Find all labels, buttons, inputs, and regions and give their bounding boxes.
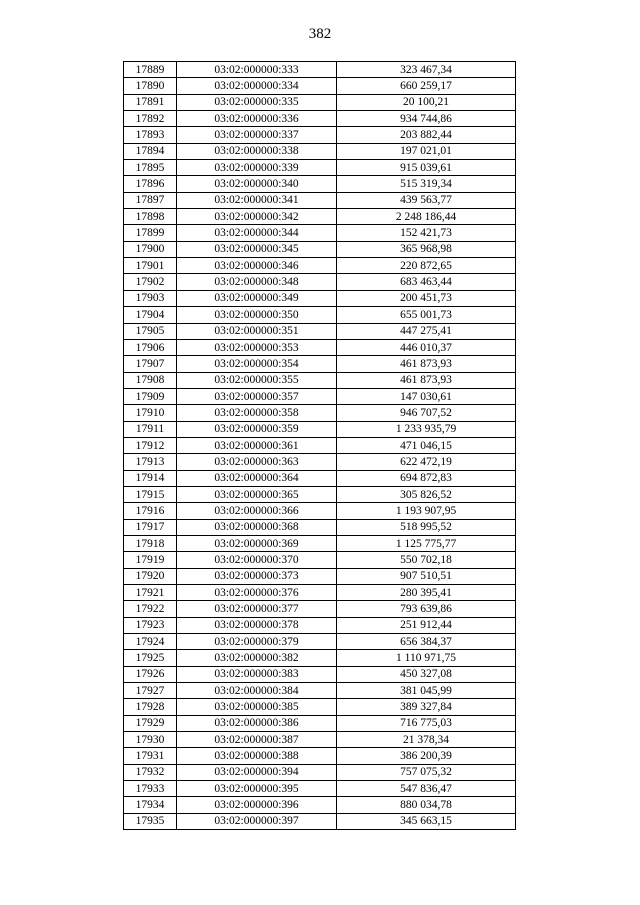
row-number-cell: 17923 [124, 617, 177, 633]
value-cell: 660 259,17 [337, 78, 516, 94]
value-cell: 389 327,84 [337, 699, 516, 715]
table-row [124, 617, 516, 633]
row-number-cell: 17901 [124, 258, 177, 274]
table-row [124, 225, 516, 241]
cadastral-number-cell: 03:02:000000:350 [177, 307, 337, 323]
table-row [124, 372, 516, 388]
table-row [124, 78, 516, 94]
table-row [124, 356, 516, 372]
cadastral-number-cell: 03:02:000000:368 [177, 519, 337, 535]
table-row [124, 470, 516, 486]
table-row [124, 699, 516, 715]
value-cell: 439 563,77 [337, 192, 516, 208]
row-number-cell: 17925 [124, 650, 177, 666]
cadastral-number-cell: 03:02:000000:369 [177, 535, 337, 551]
row-number-cell: 17929 [124, 715, 177, 731]
value-cell: 656 384,37 [337, 634, 516, 650]
cadastral-number-cell: 03:02:000000:387 [177, 732, 337, 748]
value-cell: 446 010,37 [337, 339, 516, 355]
cadastral-number-cell: 03:02:000000:385 [177, 699, 337, 715]
value-cell: 147 030,61 [337, 388, 516, 404]
row-number-cell: 17934 [124, 797, 177, 813]
value-cell: 683 463,44 [337, 274, 516, 290]
cadastral-number-cell: 03:02:000000:355 [177, 372, 337, 388]
table-row [124, 568, 516, 584]
table-row [124, 192, 516, 208]
row-number-cell: 17928 [124, 699, 177, 715]
table-row [124, 486, 516, 502]
row-number-cell: 17919 [124, 552, 177, 568]
row-number-cell: 17935 [124, 813, 177, 829]
row-number-cell: 17900 [124, 241, 177, 257]
row-number-cell: 17892 [124, 111, 177, 127]
row-number-cell: 17904 [124, 307, 177, 323]
value-cell: 547 836,47 [337, 781, 516, 797]
cadastral-number-cell: 03:02:000000:338 [177, 143, 337, 159]
cadastral-number-cell: 03:02:000000:383 [177, 666, 337, 682]
value-cell: 305 826,52 [337, 486, 516, 502]
table-row [124, 535, 516, 551]
data-table [123, 61, 516, 830]
value-cell: 200 451,73 [337, 290, 516, 306]
row-number-cell: 17918 [124, 535, 177, 551]
value-cell: 20 100,21 [337, 94, 516, 110]
value-cell: 550 702,18 [337, 552, 516, 568]
table-row [124, 634, 516, 650]
table-row [124, 62, 516, 78]
row-number-cell: 17899 [124, 225, 177, 241]
value-cell: 622 472,19 [337, 454, 516, 470]
table-row [124, 552, 516, 568]
value-cell: 450 327,08 [337, 666, 516, 682]
row-number-cell: 17906 [124, 339, 177, 355]
row-number-cell: 17922 [124, 601, 177, 617]
value-cell: 471 046,15 [337, 437, 516, 453]
value-cell: 915 039,61 [337, 160, 516, 176]
table-row [124, 209, 516, 225]
cadastral-number-cell: 03:02:000000:333 [177, 62, 337, 78]
row-number-cell: 17913 [124, 454, 177, 470]
table-row [124, 160, 516, 176]
cadastral-number-cell: 03:02:000000:359 [177, 421, 337, 437]
row-number-cell: 17930 [124, 732, 177, 748]
table-row [124, 143, 516, 159]
cadastral-number-cell: 03:02:000000:388 [177, 748, 337, 764]
table-row [124, 666, 516, 682]
row-number-cell: 17917 [124, 519, 177, 535]
cadastral-number-cell: 03:02:000000:363 [177, 454, 337, 470]
cadastral-number-cell: 03:02:000000:370 [177, 552, 337, 568]
cadastral-number-cell: 03:02:000000:364 [177, 470, 337, 486]
row-number-cell: 17897 [124, 192, 177, 208]
value-cell: 386 200,39 [337, 748, 516, 764]
table-row [124, 732, 516, 748]
row-number-cell: 17911 [124, 421, 177, 437]
cadastral-number-cell: 03:02:000000:379 [177, 634, 337, 650]
cadastral-number-cell: 03:02:000000:397 [177, 813, 337, 829]
cadastral-number-cell: 03:02:000000:354 [177, 356, 337, 372]
cadastral-number-cell: 03:02:000000:336 [177, 111, 337, 127]
table-row [124, 797, 516, 813]
table-row [124, 748, 516, 764]
table-row [124, 94, 516, 110]
value-cell: 934 744,86 [337, 111, 516, 127]
cadastral-number-cell: 03:02:000000:341 [177, 192, 337, 208]
value-cell: 251 912,44 [337, 617, 516, 633]
row-number-cell: 17931 [124, 748, 177, 764]
table-row [124, 127, 516, 143]
row-number-cell: 17926 [124, 666, 177, 682]
table-row [124, 601, 516, 617]
cadastral-number-cell: 03:02:000000:348 [177, 274, 337, 290]
row-number-cell: 17893 [124, 127, 177, 143]
cadastral-number-cell: 03:02:000000:358 [177, 405, 337, 421]
cadastral-number-cell: 03:02:000000:340 [177, 176, 337, 192]
table-row [124, 585, 516, 601]
value-cell: 757 075,32 [337, 764, 516, 780]
table-row [124, 813, 516, 829]
value-cell: 21 378,34 [337, 732, 516, 748]
cadastral-number-cell: 03:02:000000:384 [177, 683, 337, 699]
table-row [124, 258, 516, 274]
cadastral-number-cell: 03:02:000000:386 [177, 715, 337, 731]
row-number-cell: 17927 [124, 683, 177, 699]
value-cell: 461 873,93 [337, 372, 516, 388]
cadastral-number-cell: 03:02:000000:382 [177, 650, 337, 666]
cadastral-number-cell: 03:02:000000:394 [177, 764, 337, 780]
row-number-cell: 17905 [124, 323, 177, 339]
cadastral-number-cell: 03:02:000000:366 [177, 503, 337, 519]
row-number-cell: 17933 [124, 781, 177, 797]
value-cell: 1 125 775,77 [337, 535, 516, 551]
row-number-cell: 17907 [124, 356, 177, 372]
cadastral-number-cell: 03:02:000000:357 [177, 388, 337, 404]
table-row [124, 307, 516, 323]
cadastral-number-cell: 03:02:000000:339 [177, 160, 337, 176]
value-cell: 655 001,73 [337, 307, 516, 323]
table-row [124, 683, 516, 699]
cadastral-number-cell: 03:02:000000:365 [177, 486, 337, 502]
cadastral-number-cell: 03:02:000000:396 [177, 797, 337, 813]
cadastral-number-cell: 03:02:000000:334 [177, 78, 337, 94]
table-row [124, 241, 516, 257]
row-number-cell: 17912 [124, 437, 177, 453]
value-cell: 280 395,41 [337, 585, 516, 601]
cadastral-number-cell: 03:02:000000:337 [177, 127, 337, 143]
table-row [124, 176, 516, 192]
cadastral-number-cell: 03:02:000000:395 [177, 781, 337, 797]
row-number-cell: 17920 [124, 568, 177, 584]
value-cell: 203 882,44 [337, 127, 516, 143]
value-cell: 694 872,83 [337, 470, 516, 486]
row-number-cell: 17902 [124, 274, 177, 290]
value-cell: 152 421,73 [337, 225, 516, 241]
row-number-cell: 17916 [124, 503, 177, 519]
row-number-cell: 17898 [124, 209, 177, 225]
row-number-cell: 17896 [124, 176, 177, 192]
value-cell: 220 872,65 [337, 258, 516, 274]
row-number-cell: 17915 [124, 486, 177, 502]
row-number-cell: 17891 [124, 94, 177, 110]
row-number-cell: 17914 [124, 470, 177, 486]
value-cell: 345 663,15 [337, 813, 516, 829]
row-number-cell: 17909 [124, 388, 177, 404]
row-number-cell: 17921 [124, 585, 177, 601]
cadastral-number-cell: 03:02:000000:361 [177, 437, 337, 453]
value-cell: 880 034,78 [337, 797, 516, 813]
row-number-cell: 17894 [124, 143, 177, 159]
value-cell: 515 319,34 [337, 176, 516, 192]
value-cell: 1 193 907,95 [337, 503, 516, 519]
cadastral-number-cell: 03:02:000000:346 [177, 258, 337, 274]
table-row [124, 405, 516, 421]
table-row [124, 454, 516, 470]
cadastral-number-cell: 03:02:000000:378 [177, 617, 337, 633]
table-row [124, 274, 516, 290]
cadastral-number-cell: 03:02:000000:335 [177, 94, 337, 110]
row-number-cell: 17903 [124, 290, 177, 306]
row-number-cell: 17890 [124, 78, 177, 94]
cadastral-number-cell: 03:02:000000:349 [177, 290, 337, 306]
value-cell: 323 467,34 [337, 62, 516, 78]
cadastral-number-cell: 03:02:000000:373 [177, 568, 337, 584]
table-row [124, 339, 516, 355]
value-cell: 197 021,01 [337, 143, 516, 159]
row-number-cell: 17908 [124, 372, 177, 388]
table-row [124, 388, 516, 404]
value-cell: 381 045,99 [337, 683, 516, 699]
value-cell: 793 639,86 [337, 601, 516, 617]
table-row [124, 519, 516, 535]
table-row [124, 437, 516, 453]
table-row [124, 715, 516, 731]
row-number-cell: 17910 [124, 405, 177, 421]
cadastral-number-cell: 03:02:000000:353 [177, 339, 337, 355]
value-cell: 1 233 935,79 [337, 421, 516, 437]
table-row [124, 421, 516, 437]
value-cell: 461 873,93 [337, 356, 516, 372]
page-number: 382 [308, 26, 332, 42]
value-cell: 946 707,52 [337, 405, 516, 421]
cadastral-number-cell: 03:02:000000:342 [177, 209, 337, 225]
value-cell: 907 510,51 [337, 568, 516, 584]
value-cell: 518 995,52 [337, 519, 516, 535]
cadastral-number-cell: 03:02:000000:377 [177, 601, 337, 617]
table-row [124, 781, 516, 797]
table-row [124, 323, 516, 339]
table-row [124, 503, 516, 519]
row-number-cell: 17895 [124, 160, 177, 176]
table-row [124, 764, 516, 780]
table-body [124, 62, 516, 830]
cadastral-number-cell: 03:02:000000:351 [177, 323, 337, 339]
cadastral-number-cell: 03:02:000000:345 [177, 241, 337, 257]
value-cell: 365 968,98 [337, 241, 516, 257]
value-cell: 1 110 971,75 [337, 650, 516, 666]
table-row [124, 290, 516, 306]
value-cell: 716 775,03 [337, 715, 516, 731]
row-number-cell: 17924 [124, 634, 177, 650]
cadastral-number-cell: 03:02:000000:376 [177, 585, 337, 601]
value-cell: 447 275,41 [337, 323, 516, 339]
cadastral-number-cell: 03:02:000000:344 [177, 225, 337, 241]
row-number-cell: 17889 [124, 62, 177, 78]
row-number-cell: 17932 [124, 764, 177, 780]
value-cell: 2 248 186,44 [337, 209, 516, 225]
table-row [124, 650, 516, 666]
table-row [124, 111, 516, 127]
